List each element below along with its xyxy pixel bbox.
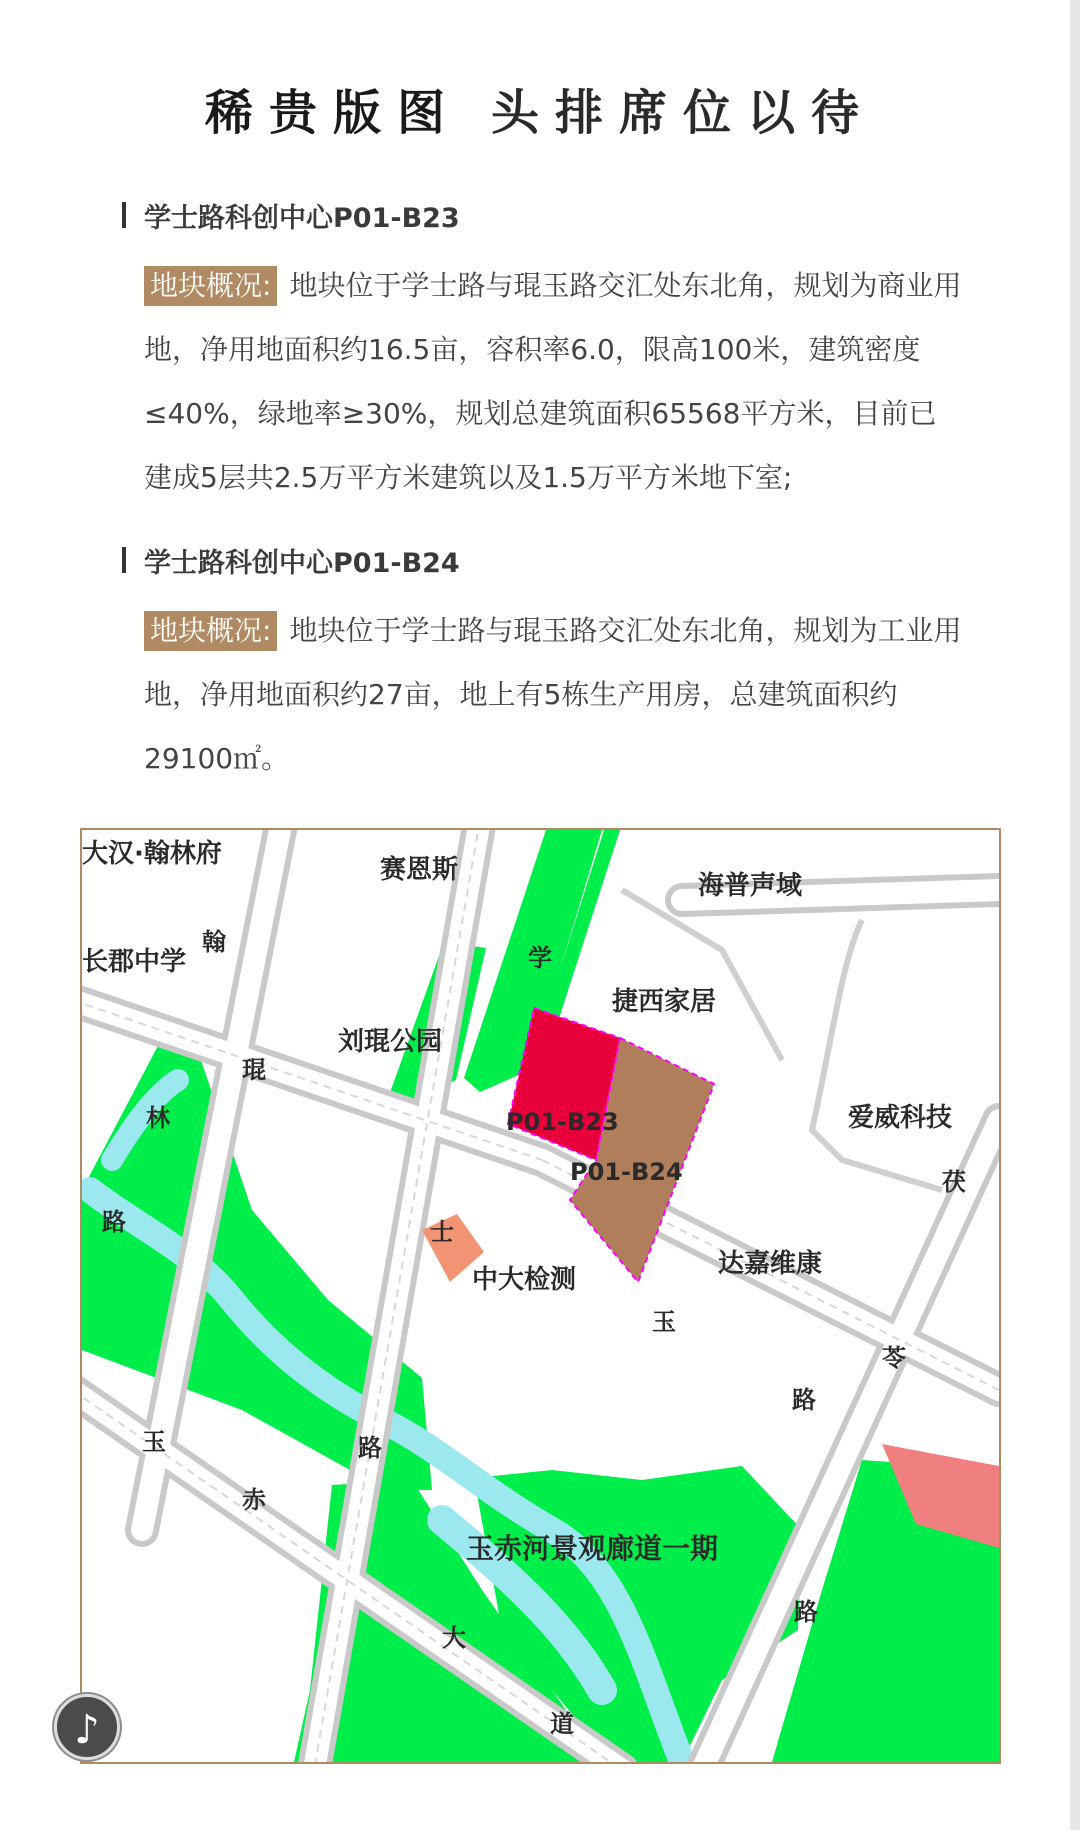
section-text-b23 (144, 254, 964, 510)
label-road-lu-fuling: 路 (794, 1598, 818, 1626)
label-road-chi: 赤 (242, 1486, 266, 1514)
label-road-ling: 苓 (882, 1344, 906, 1372)
music-note-icon: ♪ (74, 1707, 100, 1753)
label-b23: P01-B23 (506, 1108, 619, 1136)
label-jiexi: 捷西家居 (612, 987, 717, 1017)
page-title-light: 头排席位以待 (491, 85, 876, 142)
label-road-lin: 林 (146, 1104, 170, 1132)
label-road-da: 大 (442, 1624, 466, 1652)
label-b24: P01-B24 (570, 1158, 683, 1186)
label-road-lu-left: 路 (102, 1208, 126, 1236)
label-road-yu: 玉 (652, 1308, 676, 1336)
page-right-edge (1070, 0, 1080, 1830)
plot-map[interactable] (80, 828, 1001, 1764)
section-body-b23: 地块位于学士路与琨玉路交汇处东北角，规划为商业用地，净用地面积约16.5亩，容积率6.0，限高100米，建筑密度≤40%，绿地率≥30%，规划总建筑面积65568平方米，目前已建成5层共2.5万平方米建筑以及1.5万平方米地下室; (144, 269, 962, 494)
section-text-b24 (144, 599, 964, 791)
label-road-lu-xueshi: 路 (358, 1434, 382, 1462)
label-road-yu-chi: 玉 (142, 1428, 166, 1456)
label-road-shi: 士 (430, 1218, 454, 1246)
label-haipu: 海普声域 (698, 871, 803, 901)
label-road-lu-yu: 路 (792, 1386, 816, 1414)
label-road-fu: 茯 (942, 1168, 966, 1196)
label-road-dao: 道 (550, 1710, 574, 1738)
label-dahan: 大汉·翰林府 (82, 839, 222, 869)
page-title-strong: 稀贵版图 (204, 85, 461, 142)
label-road-han: 翰 (202, 928, 226, 956)
label-saienss: 赛恩斯 (380, 855, 459, 885)
section-tag-b23: 地块概况: (144, 266, 277, 306)
label-dajia: 达嘉维康 (718, 1249, 823, 1279)
label-aiwei: 爱威科技 (848, 1103, 953, 1133)
section-body-b24: 地块位于学士路与琨玉路交汇处东北角，规划为工业用地，净用地面积约27亩，地上有5栋生产用房，总建筑面积约29100㎡。 (144, 614, 962, 775)
label-changjun: 长郡中学 (82, 947, 187, 977)
section-heading-b24: 学士路科创中心P01-B24 (122, 541, 460, 580)
section-heading-b23: 学士路科创中心P01-B23 (122, 196, 460, 235)
map-canvas (82, 830, 999, 1762)
music-toggle-button[interactable] (54, 1694, 120, 1760)
label-liukun: 刘琨公园 (338, 1027, 443, 1057)
label-corridor: 玉赤河景观廊道一期 (466, 1532, 719, 1565)
label-road-xue: 学 (528, 944, 552, 972)
page-title (0, 74, 1080, 143)
label-zhongda: 中大检测 (472, 1265, 577, 1295)
section-tag-b24: 地块概况: (144, 611, 277, 651)
label-road-kun: 琨 (242, 1056, 266, 1084)
